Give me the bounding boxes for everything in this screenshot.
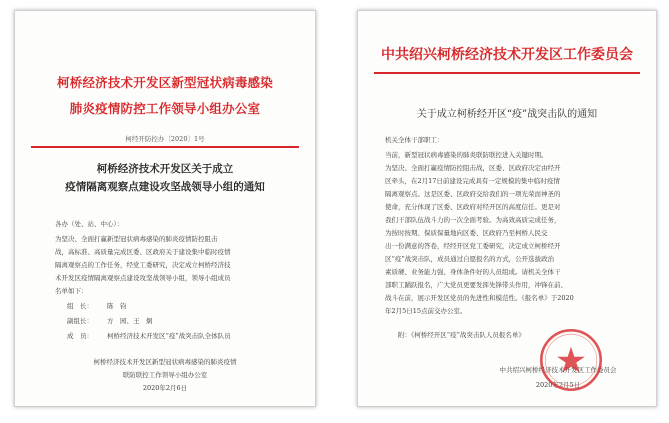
right-body-line: 隔离观察点。这是区委、区政府交给我们的一项光荣而神圣的: [385, 190, 561, 198]
right-body-line: 战斗在前，展示开发区党员的先进性和模范性。《报名单》于2020: [385, 294, 574, 302]
left-title-line-2: 疫情隔离观察点建设攻坚战领导小组的通知: [65, 181, 265, 193]
deputy-leader-names: 方 园、王 炯: [107, 317, 153, 325]
left-body-line: 为坚决、全面打赢新型冠状病毒感染的肺炎疫情防控阻击: [55, 235, 218, 243]
right-body-line: 区牵头，在2月17日前建设完成具有一定规模的集中临时疫情: [385, 177, 560, 185]
right-body: [385, 149, 633, 318]
left-body-line: 战，高标准、高质量完成区委、区政府关于建设集中临时疫情: [55, 248, 231, 256]
leader-role: 组 长：: [67, 302, 93, 310]
right-date: 2020年2月5日: [535, 381, 581, 389]
left-doc-number: 柯经开防控办〔2020〕1号: [125, 135, 205, 143]
right-body-line: 使命，充分体现了区委、区政府对经开区的高度信任。更是对: [385, 203, 561, 211]
leader-name: 陈 钧: [107, 302, 127, 310]
right-body-line: 素质硬、业务能力强、身体条件好的人员组成。请机关全体干: [385, 268, 561, 276]
left-header-line-2: 肺炎疫情防控工作领导小组办公室: [69, 101, 261, 116]
right-greeting: 机关全体干部职工：: [385, 136, 444, 144]
right-header: 中共绍兴柯桥经济技术开发区工作委员会: [381, 47, 633, 63]
right-body-line: 部职工踊跃报名，广大党员更要发挥先锋带头作用，冲锋在前、: [385, 281, 567, 289]
right-body-line: 当前，新型冠状病毒感染的肺炎联防联控进入关键时期。: [385, 151, 548, 159]
left-body-line: 术开发区疫情隔离观察点建设攻坚战领导小组，领导小组成员: [55, 274, 231, 282]
right-red-rule: [374, 72, 640, 74]
official-seal-icon: [538, 327, 604, 393]
left-red-rule: [31, 146, 299, 148]
right-body-line: 出一份满意的答卷，经经开区党工委研究，决定成立柯桥经开: [385, 242, 561, 250]
left-header-line-1: 柯桥经济技术开发区新型冠状病毒感染: [57, 75, 273, 90]
right-body-line: 区“疫”战突击队，成员通过自愿报名的方式，公开选拔政治: [385, 255, 555, 263]
right-body-line: 为坚决、全面打赢疫情防控阻击战，区委、区政府决定由经开: [385, 164, 561, 172]
right-notice-document: [357, 10, 657, 407]
members-names: 柯桥经济技术开发区“疫”战突击队全体队员: [107, 332, 231, 340]
left-body-line: 隔离观察点的工作任务，经党工委研究，决定成立柯桥经济技: [55, 261, 231, 269]
left-title-line-1: 柯桥经济技术开发区关于成立: [96, 163, 234, 175]
deputy-leader-role: 副组长：: [67, 317, 93, 325]
left-addressee: 各办（处、站、中心）：: [55, 220, 124, 228]
left-notice-document: [14, 10, 316, 407]
left-body-line: 名单如下：: [55, 287, 88, 295]
left-signature-line-2: 联防联控工作领导小组办公室: [122, 371, 208, 379]
right-title: 关于成立柯桥经开区“疫”战突击队的通知: [416, 109, 598, 120]
members-role: 成 员：: [67, 332, 93, 340]
right-body-line: 我们干部队伍战斗力的一次全面考验。为高效高质完成任务，: [385, 216, 561, 224]
right-signature: 中共绍兴柯桥经济技术开发区工作委员会: [499, 366, 617, 374]
right-body-line: 为按时按期、保质保量地向区委、区政府乃至柯桥人民交: [385, 229, 548, 237]
right-body-line: 年2月5日15点前交办公室。: [385, 307, 467, 315]
right-attachment: 附：《柯桥经开区“疫”战突击队人员报名单》: [398, 331, 525, 339]
left-signature-line-1: 柯桥经济技术开发区新型冠状病毒感染的肺炎疫情: [93, 358, 237, 366]
left-date: 2020年2月6日: [142, 384, 188, 392]
